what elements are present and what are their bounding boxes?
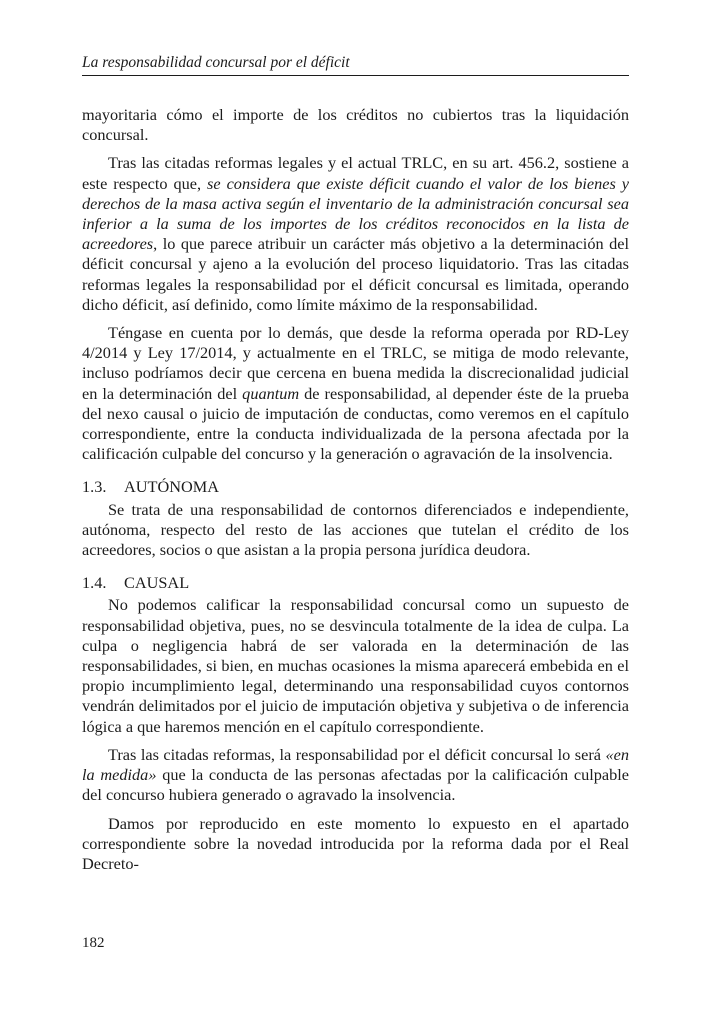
section-heading-1-4 [82,573,629,593]
page-body [82,105,629,874]
section-number: 1.3. [82,477,107,497]
paragraph-6-italic-phrase: «en la medida» [82,744,629,785]
paragraph-2-italic-quote: se considera que existe déficit cuando el valor de los bienes y derechos de la masa activa según el inventario de la administración concursal sea inferior a la suma de los importes de los créditos reconocidos en la lista de acreedores [82,173,629,254]
paragraph-6-text-a: Tras las citadas reformas, la responsabilidad por el déficit concursal lo será [108,744,606,764]
paragraph-2 [82,153,629,315]
paragraph-5: No podemos calificar la responsabilidad concursal como un supuesto de responsabilidad objetiva, pues, no se desvincula totalmente de la idea de culpa. La culpa o negligencia habrá de ser valorada en la determinación de las responsabilidades, si bien, en muchas ocasiones la misma aparecerá embebida en el propio incumplimiento legal, determinando una responsabilidad cuyos contornos vendrán delimitados por el juicio de imputación objetiva y subjetiva o de inferencia lógica a que haremos mención en el capítulo correspondiente. [82,595,629,736]
paragraph-1: mayoritaria cómo el importe de los créditos no cubiertos tras la liquidación concursal. [82,105,629,145]
section-number: 1.4. [82,573,107,593]
paragraph-3-text-a: Téngase en cuenta por lo demás, que desde la reforma operada por RD-Ley 4/2014 y Ley 17/2014, y actualmente en el TRLC, se mitiga de modo relevante, incluso podríamos decir que cercena en buena medida la discrecionalidad judicial en la determinación del [82,323,629,403]
paragraph-6-text-b: que la conducta de las personas afectadas por la calificación culpable del concurso hubiera generado o agravado la insolvencia. [82,765,629,805]
paragraph-2-text-b: , lo que parece atribuir un carácter más objetivo a la determinación del déficit concursal y ajeno a la evolución del proceso liquidatorio. Tras las citadas reformas legales la responsabilidad por el déficit concursal es limitada, operando dicho déficit, así definido, como límite máximo de la responsabilidad. [82,234,629,314]
paragraph-3 [82,323,629,464]
running-header: La responsabilidad concursal por el déficit [82,54,629,76]
page [82,0,629,874]
paragraph-3-text-b: de responsabilidad, al depender éste de la prueba del nexo causal o juicio de imputación de conductas, como veremos en el capítulo correspondiente, entre la conducta individualizada de la persona afectada por la calificación culpable del concurso y la generación o agravación de la insolvencia. [82,383,629,464]
section-title: AUTÓNOMA [124,477,219,497]
section-heading-1-3 [82,477,629,497]
page-number: 182 [82,935,105,951]
paragraph-3-italic-term: quantum [242,383,300,403]
paragraph-6 [82,745,629,806]
section-title: CAUSAL [124,573,190,593]
paragraph-7: Damos por reproducido en este momento lo expuesto en el apartado correspondiente sobre la novedad introducida por la reforma dada por el Real Decreto- [82,813,629,873]
paragraph-2-text-a: Tras las citadas reformas legales y el actual TRLC, en su art. 456.2, sostiene a este respecto que, [82,153,629,193]
paragraph-4: Se trata de una responsabilidad de contornos diferenciados e independiente, autónoma, respecto del resto de las acciones que tutelan el crédito de los acreedores, socios o que asistan a la propia persona jurídica deudora. [82,499,629,560]
